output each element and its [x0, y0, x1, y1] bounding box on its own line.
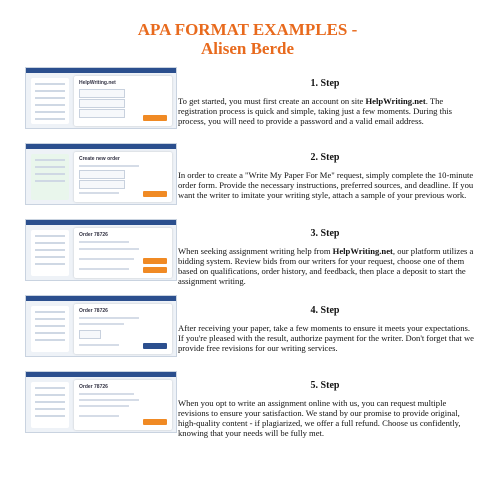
step-2-title: 2. Step — [310, 152, 340, 163]
step-5-title: 5. Step — [310, 380, 340, 391]
step-4-screenshot — [25, 295, 177, 357]
step-3-text: When seeking assignment writing help from HelpWriting.net, our platform utilizes a bidding system. Review bids from our writers for your request, choose one of them based on qualifications, order history, and feedback, then place a deposit to start the assignment writing. — [178, 246, 474, 286]
thumb-2-heading: Create new order — [79, 156, 120, 162]
step-4-text: After receiving your paper, take a few moments to ensure it meets your expectations. If you're pleased with the result, authorize payment for the writer. Don't forget that we provide free revisions for our writing services. — [178, 323, 474, 353]
page-title-line-1: APA FORMAT EXAMPLES - — [137, 20, 358, 39]
thumb-2-next-button — [143, 191, 167, 197]
step-5-text: When you opt to write an assignment online with us, you can request multiple revisions to ensure your satisfaction. We stand by our promise to provide original, high-quality content - if plagiarized, we offer a full refund. Choose us confidently, knowing that your needs will be fully met. — [178, 398, 461, 438]
thumb-5-revision-button — [143, 419, 167, 425]
thumb-4-approve-button — [143, 343, 167, 349]
step-4-title: 4. Step — [310, 305, 340, 316]
thumb-5-heading: Order 78726 — [79, 384, 108, 390]
thumb-3-hire-button-1 — [143, 258, 167, 264]
step-1-screenshot — [25, 67, 177, 129]
thumb-1-signup-button — [143, 115, 167, 121]
step-5-screenshot — [25, 371, 177, 433]
page-title-line-2: Alisen Berde — [200, 39, 295, 58]
step-3-title: 3. Step — [310, 228, 340, 239]
step-2-text: In order to create a "Write My Paper For Me" request, simply complete the 10-minute order form. Provide the necessary instructions, preferred sources, and deadline. If you want the writer to imitate your writing style, attach a sample of your previous work. — [178, 170, 474, 200]
thumb-4-heading: Order 78726 — [79, 308, 108, 314]
step-3-screenshot — [25, 219, 177, 281]
step-2-screenshot — [25, 143, 177, 205]
thumb-1-heading: HelpWriting.net — [79, 80, 116, 86]
step-1-text: To get started, you must first create an account on site HelpWriting.net. The registration process is quick and simple, taking just a few moments. During this process, you will need to provide a password and a valid email address. — [178, 96, 453, 126]
thumb-3-heading: Order 78726 — [79, 232, 108, 238]
step-1-title: 1. Step — [310, 78, 340, 89]
thumb-3-hire-button-2 — [143, 267, 167, 273]
